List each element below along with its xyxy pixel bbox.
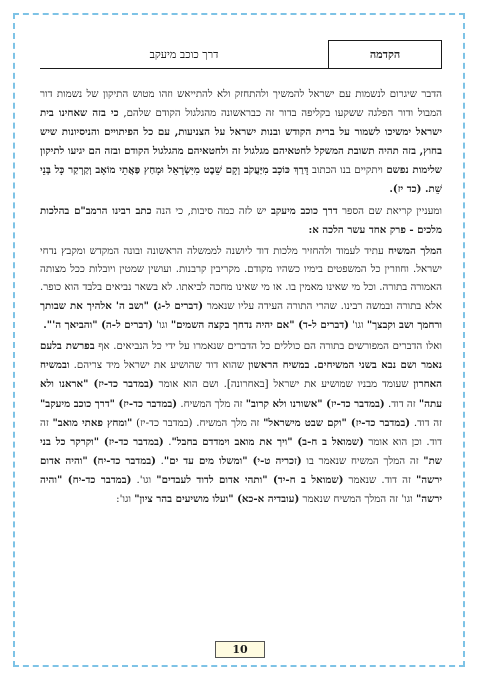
book-title: דרך כוכב מיעקב xyxy=(149,47,219,61)
paragraph xyxy=(40,337,442,509)
running-header xyxy=(40,40,442,69)
bold-run: כתב רבינו הרמב"ם בהלכות מלכים - פרק אחד עשר הלכה א: xyxy=(40,204,442,236)
text-run: זה דוד. וכן הוא אומר xyxy=(40,417,442,448)
text-run: זה מלך המשיח. (במדבר כד-יז) xyxy=(132,417,264,429)
bold-run: (במדבר כד-יז) "וקם שבט מישראל" xyxy=(263,416,411,429)
section-title: הקדמה xyxy=(328,40,442,68)
bold-run: (במדבר כד-יח) "והיה ירשה" xyxy=(40,473,442,505)
text-run: זה דוד. xyxy=(410,417,442,429)
bold-run: (במדבר כד-יח) "והיה אדום ירשה" xyxy=(40,454,442,486)
text-run: יש לזה כמה סיבות, כי הנה xyxy=(151,205,271,217)
bold-run: המלך המשיח xyxy=(388,244,442,257)
text-run: ומעניין קריאת שם הספר xyxy=(337,205,442,217)
bold-run: (במדבר כד-יז) "וקרקר כל בני שת" xyxy=(40,435,442,467)
bold-run: בפרשת בלעם נאמר ושם נבא בשני המשיחים. במשיח הראשון xyxy=(40,340,442,372)
text-run: זה דוד. xyxy=(384,398,419,410)
bold-run: ובמשיח האחרון xyxy=(40,359,442,391)
text-run: וגו' xyxy=(349,320,367,332)
text-run: זה מלך המשיח. xyxy=(177,398,246,410)
text-run: וגו' זה המלך המשיח שנאמר xyxy=(299,493,416,505)
text-run: . xyxy=(163,436,172,448)
text-run: וגו'. xyxy=(131,474,157,486)
bold-run: (דברים ל-ד) "אם יהיה נדחך בקצה השמים" xyxy=(170,319,350,332)
bold-run: "ומחץ פאתי מואב" xyxy=(52,416,133,429)
text-run: שהוא דוד שהושיע את ישראל מיד צריהם. xyxy=(69,360,249,372)
text-run: . xyxy=(155,455,164,467)
text-run: שעומד מבניו שמושיע את ישראל [באחרונה]. ושם הוא אומר xyxy=(153,379,414,391)
text-run: זה דוד. שנאמר xyxy=(343,474,416,486)
bold-run: (זכריה ט-י) "ומשלו מים עד ים" xyxy=(163,454,302,467)
text-run: ויתקיים בנו הכתוב xyxy=(308,165,387,177)
bold-run: (שמואל ב ח-ב) "ויך את מואב וימדדם בחבל" xyxy=(171,435,364,448)
text-run: עתיד לעמוד ולהחזיר מלכות דוד ליושנה לממשלה הראשונה ובונה המקדש ומקבץ נדחי ישראל. וחוזרין כל המשפטים בימיו כשהיו מקודם. מקריבין קרבנות. ועושין שמטין ויובלות ככל מצותה האמורה בתורה. וכל מי שאינו מאמין בו. או מי שאינו מחכה לביאתו. לא בשאר נביאים בלבד הוא כופר. אלא בתורה ובמשה רבינו. שהרי התורה העידה עליו שנאמר xyxy=(40,245,442,313)
bold-run: כי בזה שאחינו בית ישראל ימשיכו לשמור על ברית הקודש ובנות ישראל על הצניעות, עם כל הפיתויים והניסיונות שיש בחוץ, בזה תהיה תשובת המשקל לחטאיהם מגלגול זה ולחטאיהם מהגלגול הקודם ובזה הם יגיעו לתיקון שלימות נפשם xyxy=(40,107,442,177)
paragraph xyxy=(40,202,442,240)
paragraph xyxy=(40,242,442,335)
bold-run: (דברים ל-ה) "והביאך ה'". xyxy=(43,319,153,332)
bold-run: (במדבר כד-יז) "דרך כוכב מיעקב" xyxy=(40,397,178,410)
bold-run: דרך כוכב מיעקב xyxy=(270,204,338,217)
page-content xyxy=(40,86,442,632)
bold-run: (עובדיה א-כא) "ועלו מושיעים בהר ציון" xyxy=(134,492,300,505)
page-number: 10 xyxy=(215,641,265,658)
bold-run: (שמואל ב ח-יד) "ותהי אדום לדוד לעבדים" xyxy=(156,473,344,486)
bold-run: (במדבר כד-יז) "אראנו ולא עתה" xyxy=(40,378,442,410)
text-run: זה המלך המשיח שנאמר בו xyxy=(301,455,424,467)
bold-run: (במדבר כד-יז) "אשורנו ולא קרוב" xyxy=(245,397,385,410)
bold-run: (דברים ל-ג) "ושב ה' אלהיך את שבותך ורחמך ושב וקבצך" xyxy=(40,300,442,332)
text-run: וגו' xyxy=(152,320,171,332)
bold-run: דָּרַךְ כּוֹכָב מִיַּעֲקֹב וְקָם שֵׁבֶט מִיִּשְׂרָאֵל וּמָחַץ פַּאֲתֵי מוֹאָב וְקַרְקַר כָּל בְּנֵי שֵׁת. (כד יז). xyxy=(40,164,442,196)
paragraph xyxy=(40,86,442,200)
text-run: הדבר שיגרום לנשמות עם ישראל להמשיך ולהתחזק ולא להתייאש וזהו מטוש התיקון של נשמות דור המבול ודור הפלגה ששקעו בקליפה בדור זה כבראשונה מהגלגול הקודם שלהם, xyxy=(40,89,442,120)
text-run: וגו': xyxy=(116,493,135,505)
text-run: ואלו הדברים המפורשים בתורה הם כוללים כל הדברים שנאמרו על ידי כל הנביאים. אף xyxy=(94,341,442,353)
